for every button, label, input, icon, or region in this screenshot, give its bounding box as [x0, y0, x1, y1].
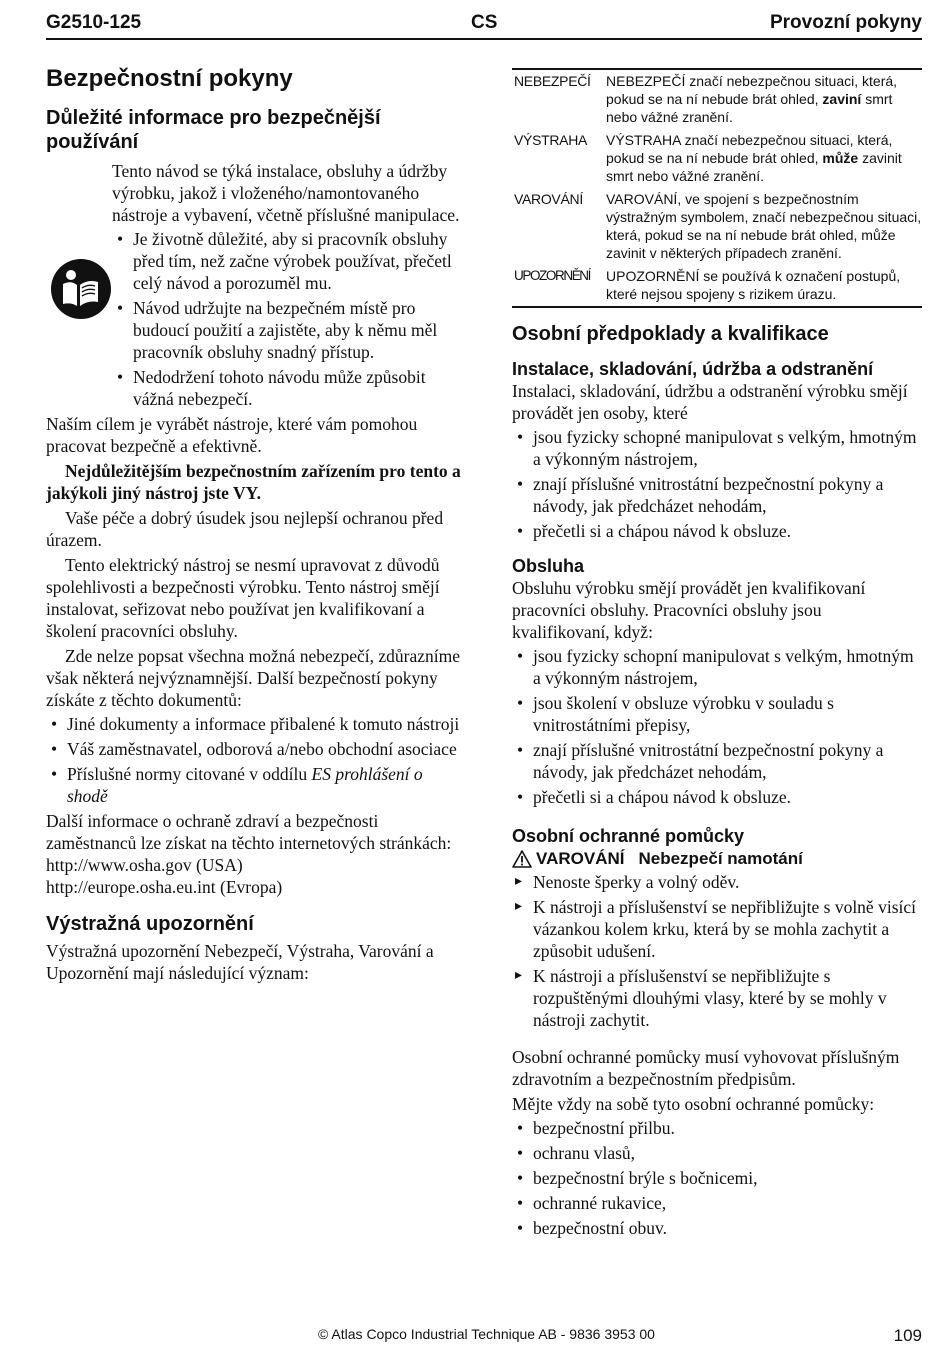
list-item: • jsou školení v obsluze výrobku v souladu s vnitrostátními přepisy, [512, 692, 922, 736]
installation-paragraph: Instalaci, skladování, údržbu a odstranění výrobku smějí provádět jen osoby, které [512, 381, 908, 423]
list-item: • bezpečnostní obuv. [512, 1217, 922, 1239]
manual-bullets [112, 228, 462, 410]
signal-desc: UPOZORNĚNÍ se používá k označení postupů, které nejsou spojeny s rizikem úrazu. [606, 268, 901, 302]
list-item: • bezpečnostní přilbu. [512, 1117, 922, 1139]
list-item: • Nedodržení tohoto návodu může způsobit vážná nebezpečí. [112, 366, 462, 410]
document-bullets [46, 713, 462, 807]
section-title: Provozní pokyny [769, 12, 922, 33]
list-item: • jsou fyzicky schopní manipulovat s velkým, hmotným a výkonným nástrojem, [512, 645, 922, 689]
manual-intro: Tento návod se týká instalace, obsluhy a údržby výrobku, jakož i vloženého/namontovaného nástroje a vybavení, včetně příslušné manipulace. [112, 161, 460, 225]
list-item: ▸ K nástroji a příslušenství se nepřibližujte s volně visící vázankou kolem krku, která by se mohla zachytit a způsobit udušení. [512, 896, 922, 962]
list-item: ▸ Nenoste šperky a volný oděv. [512, 871, 922, 893]
care-paragraph: Vaše péče a dobrý úsudek jsou nejlepší ochranou před úrazem. [46, 508, 444, 550]
ppe-bullets [512, 1117, 922, 1239]
info-paragraph: Další informace o ochraně zdraví a bezpečnosti zaměstnanců lze získat na těchto internetových stránkách: [46, 811, 452, 853]
installation-heading: Instalace, skladování, údržba a odstranění [512, 359, 874, 379]
language-code: CS [471, 12, 498, 33]
signal-key: NEBEZPEČÍ [514, 73, 591, 89]
you-paragraph: Nejdůležitějším bezpečnostním zařízením pro tento a jakýkoli jiný nástroj jste VY. [46, 461, 461, 503]
warning-triangle-icon [512, 850, 532, 868]
ppe-heading: Osobní ochranné pomůcky [512, 826, 745, 846]
osha-usa-link[interactable]: http://www.osha.gov (USA) [46, 855, 243, 875]
signal-desc: NEBEZPEČÍ značí nebezpečnou situaci, která, pokud se na ní nebude brát ohled, zaviní smrt nebo vážné zranění. [606, 73, 898, 125]
table-row [512, 188, 922, 265]
manual-block [46, 160, 462, 410]
signal-desc: VÝSTRAHA značí nebezpečnou situaci, která, pokud se na ní nebude brát ohled, může zavinit smrt nebo vážné zranění. [606, 132, 902, 184]
list-item: • znají příslušné vnitrostátní bezpečnostní pokyny a návody, jak předcházet nehodám, [512, 739, 922, 783]
goal-paragraph: Naším cílem je vyrábět nástroje, které vám pomohou pracovat bezpečně a efektivně. [46, 414, 418, 456]
signal-key: UPOZORNĚNÍ [514, 268, 591, 283]
table-row [512, 129, 922, 188]
installation-bullets [512, 426, 922, 542]
right-column [512, 68, 922, 1242]
list-item: • Příslušné normy citované v oddílu ES prohlášení o shodě [46, 763, 462, 807]
signal-key: VÝSTRAHA [514, 132, 588, 148]
page-header [46, 10, 922, 40]
list-item: • Návod udržujte na bezpečném místě pro budoucí použití a zajistěte, aby k němu měl pracovník obsluhy snadný přístup. [112, 297, 462, 363]
warning-label: VAROVÁNÍ [536, 849, 625, 868]
entanglement-warning [512, 847, 922, 871]
entanglement-list [512, 871, 922, 1031]
signal-key: VAROVÁNÍ [514, 191, 583, 207]
list-item: • Je životně důležité, aby si pracovník obsluhy před tím, než začne výrobek používat, přečetl celý návod a porozuměl mu. [112, 228, 462, 294]
list-item: ▸ K nástroji a příslušenství se nepřibližujte s rozpuštěnými dlouhými vlasy, které by se mohly v nástroji zachytit. [512, 965, 922, 1031]
doc-code: G2510-125 [46, 12, 142, 33]
osha-eu-link[interactable]: http://europe.osha.eu.int (Evropa) [46, 877, 283, 897]
list-item: • jsou fyzicky schopné manipulovat s velkým, hmotným a výkonným nástrojem, [512, 426, 922, 470]
ppe-paragraph: Osobní ochranné pomůcky musí vyhovovat příslušným zdravotním a bezpečnostním předpisům. [512, 1047, 900, 1089]
declaration-ref: ES prohlášení o shodě [67, 764, 423, 806]
list-item: • bezpečnostní brýle s bočnicemi, [512, 1167, 922, 1189]
list-item: • přečetli si a chápou návod k obsluze. [512, 786, 922, 808]
important-info-heading: Důležité informace pro bezpečnější používání [46, 107, 381, 153]
signal-word-table [512, 68, 922, 308]
page-number: 109 [893, 1326, 922, 1345]
operation-paragraph: Obsluhu výrobku smějí provádět jen kvalifikovaní pracovníci obsluhy. Pracovníci obsluhy jsou kvalifikovaní, když: [512, 578, 866, 642]
safety-title: Bezpečnostní pokyny [46, 65, 293, 92]
operation-heading: Obsluha [512, 556, 585, 576]
list-item: • znají příslušné vnitrostátní bezpečnostní pokyny a návody, jak předcházet nehodám, [512, 473, 922, 517]
list-item: • Jiné dokumenty a informace přibalené k tomuto nástroji [46, 713, 462, 735]
warnings-intro: Výstražná upozornění Nebezpečí, Výstraha, Varování a Upozornění mají následující význam: [46, 941, 434, 983]
left-column [46, 64, 462, 984]
modify-paragraph: Tento elektrický nástroj se nesmí upravovat z důvodů spolehlivosti a bezpečnosti výrobku. Tento nástroj smějí instalovat, seřizovat nebo používat jen kvalifikovaní a školení pracovníci obsluhy. [46, 555, 440, 641]
list-item: • ochranné rukavice, [512, 1192, 922, 1214]
warnings-heading: Výstražná upozornění [46, 913, 254, 935]
list-item: • přečetli si a chápou návod k obsluze. [512, 520, 922, 542]
ppe-wear-paragraph: Mějte vždy na sobě tyto osobní ochranné pomůcky: [512, 1094, 875, 1114]
copyright-text: © Atlas Copco Industrial Technique AB - 9836 3953 00 [318, 1326, 655, 1342]
read-manual-icon [50, 258, 112, 320]
table-row [512, 265, 922, 307]
list-item: • ochranu vlasů, [512, 1142, 922, 1164]
list-item: • Váš zaměstnavatel, odborová a/nebo obchodní asociace [46, 738, 462, 760]
qualification-heading: Osobní předpoklady a kvalifikace [512, 323, 829, 345]
table-row [512, 69, 922, 129]
warning-title: Nebezpečí namotání [638, 849, 803, 868]
signal-desc: VAROVÁNÍ, ve spojení s bezpečnostním výstražným symbolem, značí nebezpečnou situaci, která, pokud se na ní nebude brát ohled, může zavinit v některých případech zranění. [606, 191, 922, 261]
dangers-paragraph: Zde nelze popsat všechna možná nebezpečí, zdůrazníme však některá nejvýznamnější. Další bezpečností pokyny získáte z těchto dokumentů: [46, 646, 461, 710]
operation-bullets [512, 645, 922, 808]
